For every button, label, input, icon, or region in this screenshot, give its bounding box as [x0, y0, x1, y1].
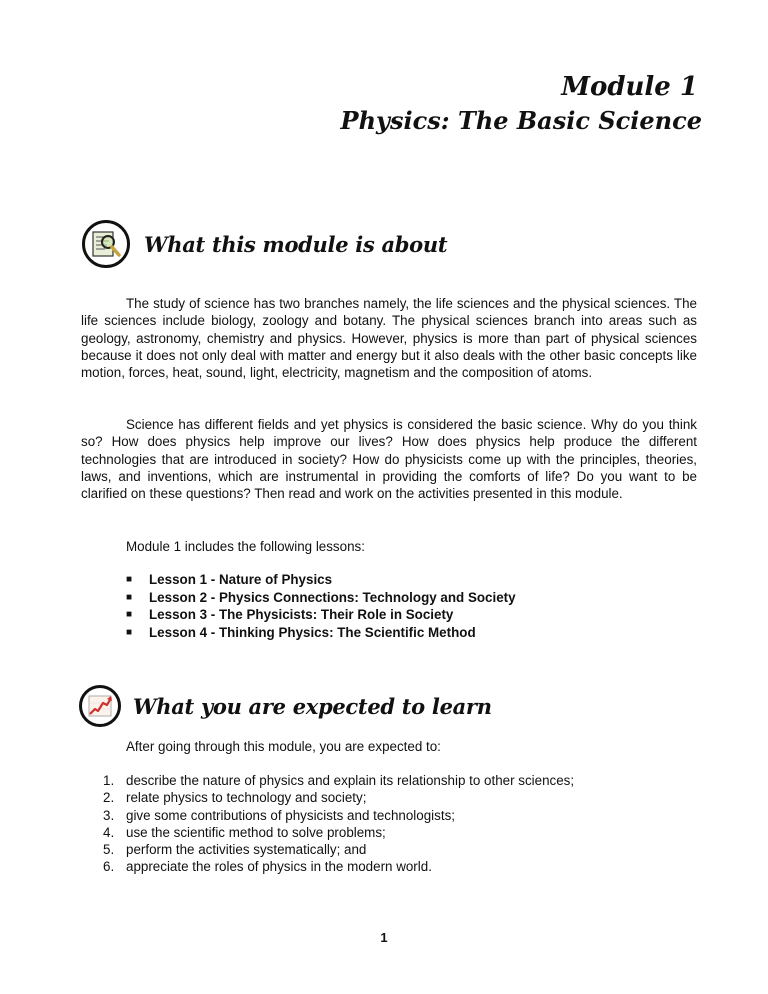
lesson-label: Lesson 2 - Physics Connections: Technology and Society — [149, 589, 516, 605]
list-item — [126, 606, 516, 624]
bullet-square-icon: ■ — [126, 591, 133, 603]
module-title: Physics: The Basic Science — [340, 106, 702, 135]
bullet-square-icon: ■ — [126, 574, 133, 585]
objective-text: use the scientific method to solve problems; — [126, 824, 386, 840]
section-what-module-about — [82, 220, 447, 268]
list-item — [103, 841, 574, 858]
lessons-intro: Module 1 includes the following lessons: — [126, 539, 365, 554]
objective-text: perform the activities systematically; and — [126, 842, 367, 858]
objectives-intro: After going through this module, you are expected to: — [126, 739, 441, 754]
lesson-label: Lesson 1 - Nature of Physics — [149, 572, 333, 587]
objective-text: give some contributions of physicists and technologists; — [126, 807, 455, 823]
module-title-block — [341, 70, 702, 138]
lesson-label: Lesson 3 - The Physicists: Their Role in Society — [149, 607, 454, 622]
objective-text: appreciate the roles of physics in the modern world. — [126, 859, 432, 875]
section-expected-to-learn — [79, 685, 492, 727]
list-item — [103, 824, 574, 841]
list-item — [126, 571, 516, 589]
section-title: What you are expected to learn — [133, 693, 492, 719]
objective-text: describe the nature of physics and explain its relationship to other sciences; — [126, 773, 575, 788]
paragraph-text: Science has different fields and yet physics is considered the basic science. Why do you think so? How does physics help improve our lives? How does physics help produce the different technologies that are introduced in society? How do physicists come up with the principles, theories, laws, and inventions, which are instrumental in providing the comforts of life? Do you want to be clarified on these questions? Then read and work on the activities presented in this module. — [81, 417, 697, 502]
list-item — [103, 807, 574, 824]
bullet-square-icon: ■ — [126, 626, 133, 638]
growth-chart-icon — [79, 685, 121, 727]
paragraph-basic-science — [81, 416, 697, 502]
item-number: 6. — [103, 859, 115, 875]
magnifier-document-icon — [82, 220, 130, 268]
item-number: 5. — [103, 842, 115, 858]
list-item — [103, 858, 574, 875]
page-number: 1 — [380, 930, 388, 945]
list-item — [126, 624, 516, 642]
bullet-square-icon: ■ — [126, 609, 133, 620]
paragraph-text: The study of science has two branches namely, the life sciences and the physical sciences. The life sciences include biology, zoology and botany. The physical sciences branch into areas such as geology, astronomy, chemistry and physics. However, physics is more than part of physical sciences because it does not only deal with matter and energy but it also deals with the other basic concepts like motion, forces, heat, sound, light, electricity, magnetism and the composition of atoms. — [81, 296, 697, 381]
list-item — [103, 772, 574, 789]
objective-text: relate physics to technology and society; — [126, 790, 367, 806]
paragraph-branches — [81, 295, 697, 381]
item-number: 2. — [103, 790, 115, 806]
lesson-label: Lesson 4 - Thinking Physics: The Scientific Method — [149, 624, 476, 640]
lessons-list — [126, 571, 516, 641]
list-item — [103, 789, 574, 806]
list-item — [126, 589, 516, 607]
item-number: 4. — [103, 824, 115, 840]
item-number: 3. — [103, 807, 115, 823]
section-title: What this module is about — [144, 231, 448, 257]
module-number: Module 1 — [561, 72, 698, 102]
item-number: 1. — [103, 773, 115, 788]
objectives-list — [103, 772, 574, 876]
